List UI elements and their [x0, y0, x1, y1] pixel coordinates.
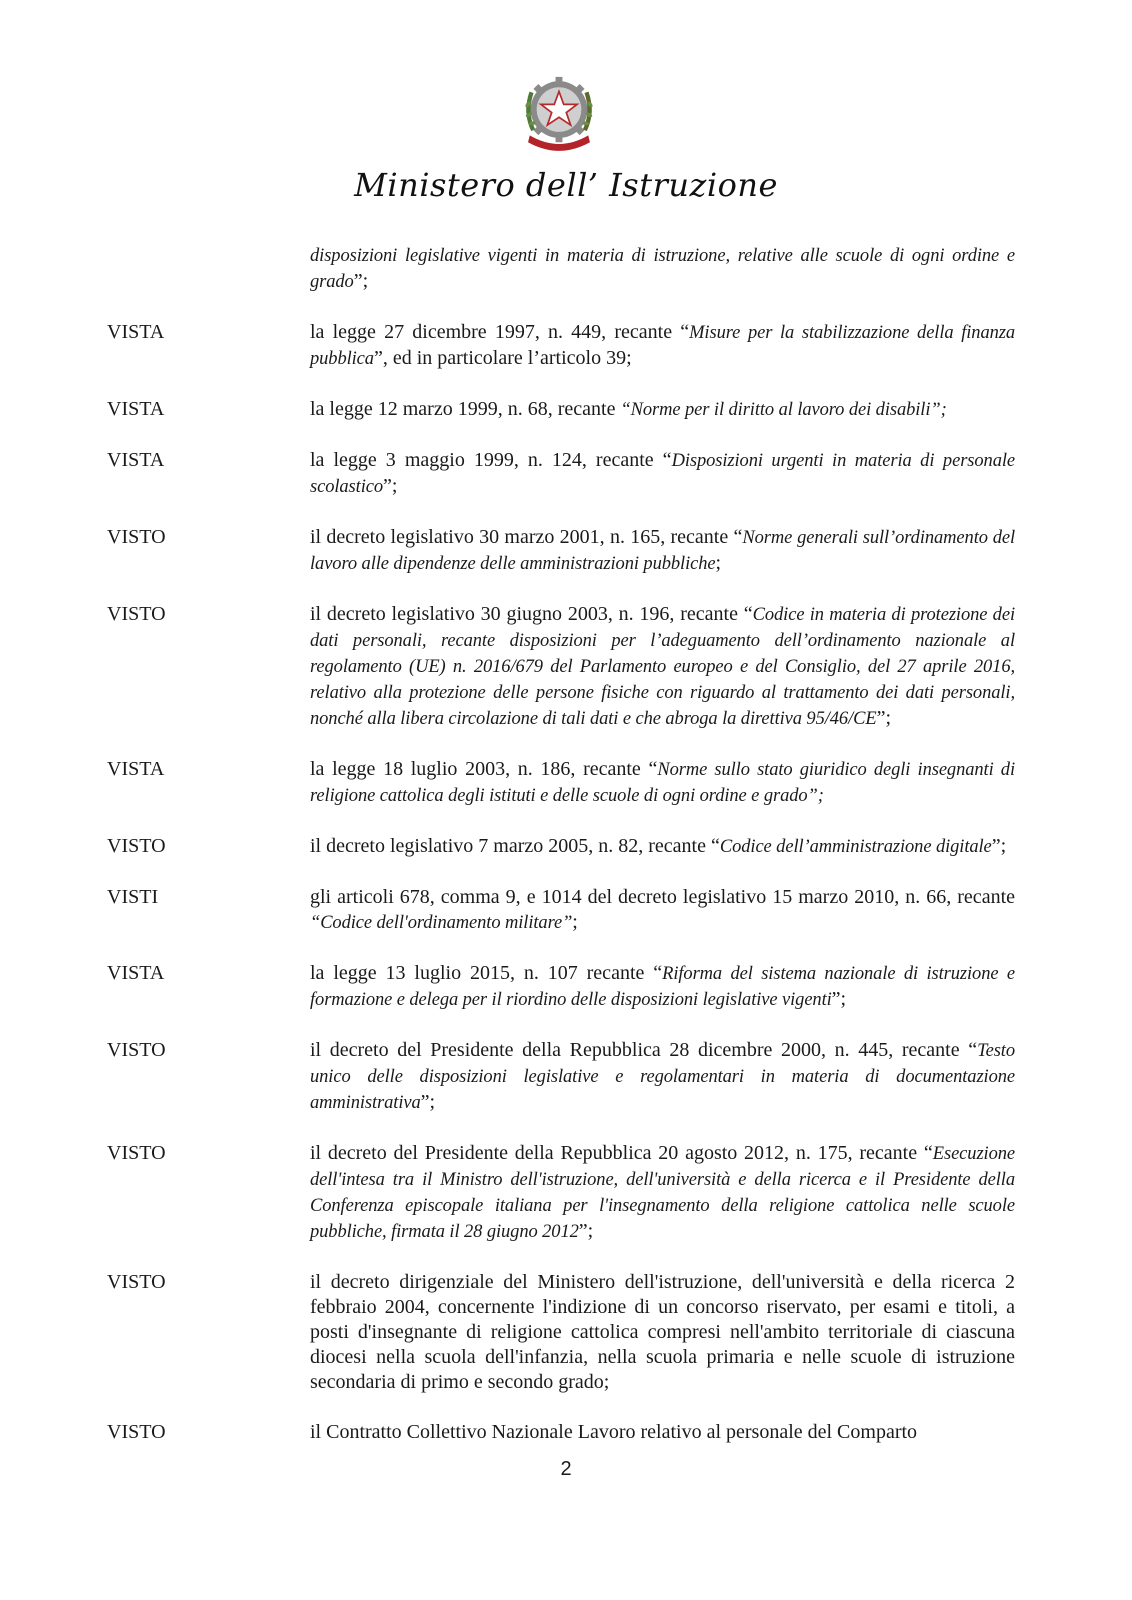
entry-label: VISTO — [107, 835, 166, 857]
entry-label: VISTO — [107, 1039, 166, 1061]
entry-label: VISTO — [107, 1142, 166, 1164]
document-entry — [0, 320, 1132, 372]
entry-text-regular: il decreto del Presidente della Repubblica 28 dicembre 2000, n. 445, recante “ — [310, 1039, 978, 1061]
entry-text-regular: il Contratto Collettivo Nazionale Lavoro relativo al personale del Comparto — [310, 1421, 918, 1443]
document-entry — [0, 602, 1132, 732]
entry-text-regular: ; — [572, 911, 578, 933]
entry-text — [310, 1420, 1015, 1445]
entry-text — [310, 320, 1015, 372]
entry-label: VISTA — [107, 321, 165, 343]
entry-label: VISTA — [107, 962, 165, 984]
entry-text-italic: Codice dell’amministrazione digitale — [719, 837, 992, 857]
document-entry — [0, 243, 1132, 295]
document-body — [0, 243, 1132, 1470]
entry-text — [310, 961, 1015, 1013]
entry-text-regular: la legge 27 dicembre 1997, n. 449, recante “ — [310, 321, 690, 343]
entry-text — [310, 1141, 1015, 1245]
entry-text — [310, 757, 1015, 809]
entry-label: VISTA — [107, 398, 165, 420]
entry-text-italic: Norme sullo stato giuridico degli insegnanti di religione cattolica degli istituti e delle scuole di ogni ordine e grado”; — [310, 760, 1015, 806]
entry-text-regular: la legge 12 marzo 1999, n. 68, recante — [310, 398, 621, 420]
entry-label: VISTO — [107, 1421, 166, 1443]
entry-text-regular: la legge 13 luglio 2015, n. 107 recante “ — [310, 962, 663, 984]
document-entry — [0, 834, 1132, 860]
entry-text-regular: ”; — [420, 1091, 436, 1113]
document-entry — [0, 448, 1132, 500]
entry-text-regular: il decreto legislativo 30 giugno 2003, n. 196, recante “ — [310, 603, 753, 625]
entry-text — [310, 243, 1015, 295]
entry-text-regular: ”, ed in particolare l’articolo 39; — [373, 347, 632, 369]
entry-text — [310, 525, 1015, 577]
entry-text-regular: la legge 3 maggio 1999, n. 124, recante “ — [310, 449, 672, 471]
entry-text-italic: “Codice dell'ordinamento militare” — [310, 913, 573, 933]
entry-label: VISTO — [107, 603, 166, 625]
entry-text — [310, 885, 1015, 936]
entry-text — [310, 397, 1015, 423]
document-entry — [0, 885, 1132, 936]
entry-text — [310, 602, 1015, 732]
entry-text — [310, 1038, 1015, 1116]
entry-text-italic: Esecuzione dell'intesa tra il Ministro dell'istruzione, dell'università e della ricerca e il Presidente della Conferenza episcopale italiana per l'insegnamento della religione cattolica nelle scuole pubbliche, firmata il 28 giugno 2012 — [310, 1144, 1015, 1242]
ministry-title: Ministero dell’ Istruzione — [354, 166, 778, 204]
entry-label: VISTO — [107, 1271, 166, 1293]
entry-text-italic: Misure per la stabilizzazione della finanza pubblica — [310, 323, 1016, 369]
entry-text-regular: ; — [715, 552, 722, 574]
entry-text-italic: Riforma del sistema nazionale di istruzione e formazione e delega per il riordino delle disposizioni legislative vigenti — [310, 964, 1015, 1010]
entry-text-italic: disposizioni legislative vigenti in materia di istruzione, relative alle scuole di ogni ordine e grado — [310, 246, 1015, 292]
entry-text-regular: ”; — [353, 270, 369, 292]
entry-label: VISTA — [107, 758, 165, 780]
document-entry — [0, 1038, 1132, 1116]
entry-text-regular: gli articoli 678, comma 9, e 1014 del decreto legislativo 15 marzo 2010, n. 66, recante — [310, 886, 1015, 908]
repubblica-italiana-emblem-icon — [516, 70, 602, 156]
entry-text-regular: ”; — [831, 988, 847, 1010]
entry-text-italic: Disposizioni urgenti in materia di personale scolastico — [310, 451, 1015, 497]
document-entry — [0, 525, 1132, 577]
entry-text — [310, 834, 1015, 860]
entry-label: VISTO — [107, 526, 166, 548]
entry-text — [310, 448, 1015, 500]
entry-text-regular: il decreto del Presidente della Repubblica 20 agosto 2012, n. 175, recante “ — [310, 1142, 933, 1164]
document-entry — [0, 757, 1132, 809]
entry-text-italic: Codice in materia di protezione dei dati personali, recante disposizioni per l’adeguamento dell’ordinamento nazionale al regolamento (UE) n. 2016/679 del Parlamento europeo e del Consiglio, del 27 aprile 2016, relativo alla protezione delle persone fisiche con riguardo al trattamento dei dati personali, nonché alla libera circolazione di tali dati e che abroga la direttiva 95/46/CE — [310, 605, 1015, 729]
document-entry — [0, 1141, 1132, 1245]
entry-label: VISTA — [107, 449, 165, 471]
page-number: 2 — [560, 1458, 572, 1480]
entry-text-italic: “Norme per il diritto al lavoro dei disabili”; — [620, 400, 947, 420]
entry-text-regular: ”; — [991, 835, 1007, 857]
entry-text-regular: la legge 18 luglio 2003, n. 186, recante “ — [310, 758, 658, 780]
document-entry — [0, 961, 1132, 1013]
entry-text-regular: ”; — [876, 707, 891, 729]
document-entry — [0, 1270, 1132, 1395]
entry-text-italic: Norme generali sull’ordinamento del lavoro alle dipendenze delle amministrazioni pubbliche — [310, 528, 1015, 574]
entry-text-regular: il decreto legislativo 7 marzo 2005, n. 82, recante “ — [310, 835, 720, 857]
document-entry — [0, 397, 1132, 423]
entry-label: VISTI — [107, 886, 159, 908]
entry-text-regular: ”; — [383, 475, 398, 497]
entry-text — [310, 1270, 1015, 1395]
document-entry — [0, 1420, 1132, 1445]
entry-text-italic: Testo unico delle disposizioni legislative e regolamentari in materia di documentazione amministrativa — [310, 1041, 1015, 1113]
entry-text-regular: il decreto legislativo 30 marzo 2001, n. 165, recante “ — [310, 526, 743, 548]
entry-text-regular: ”; — [578, 1220, 594, 1242]
entry-text-regular: il decreto dirigenziale del Ministero dell'istruzione, dell'università e della ricerca 2 febbraio 2004, concernente l'indizione di un concorso riservato, per esami e titoli, a posti d'insegnante di religione cattolica compresi nell'ambito territoriale di ciascuna diocesi nella scuola dell'infanzia, nella scuola primaria e nelle scuole di istruzione secondaria di primo e secondo grado; — [310, 1271, 1015, 1393]
